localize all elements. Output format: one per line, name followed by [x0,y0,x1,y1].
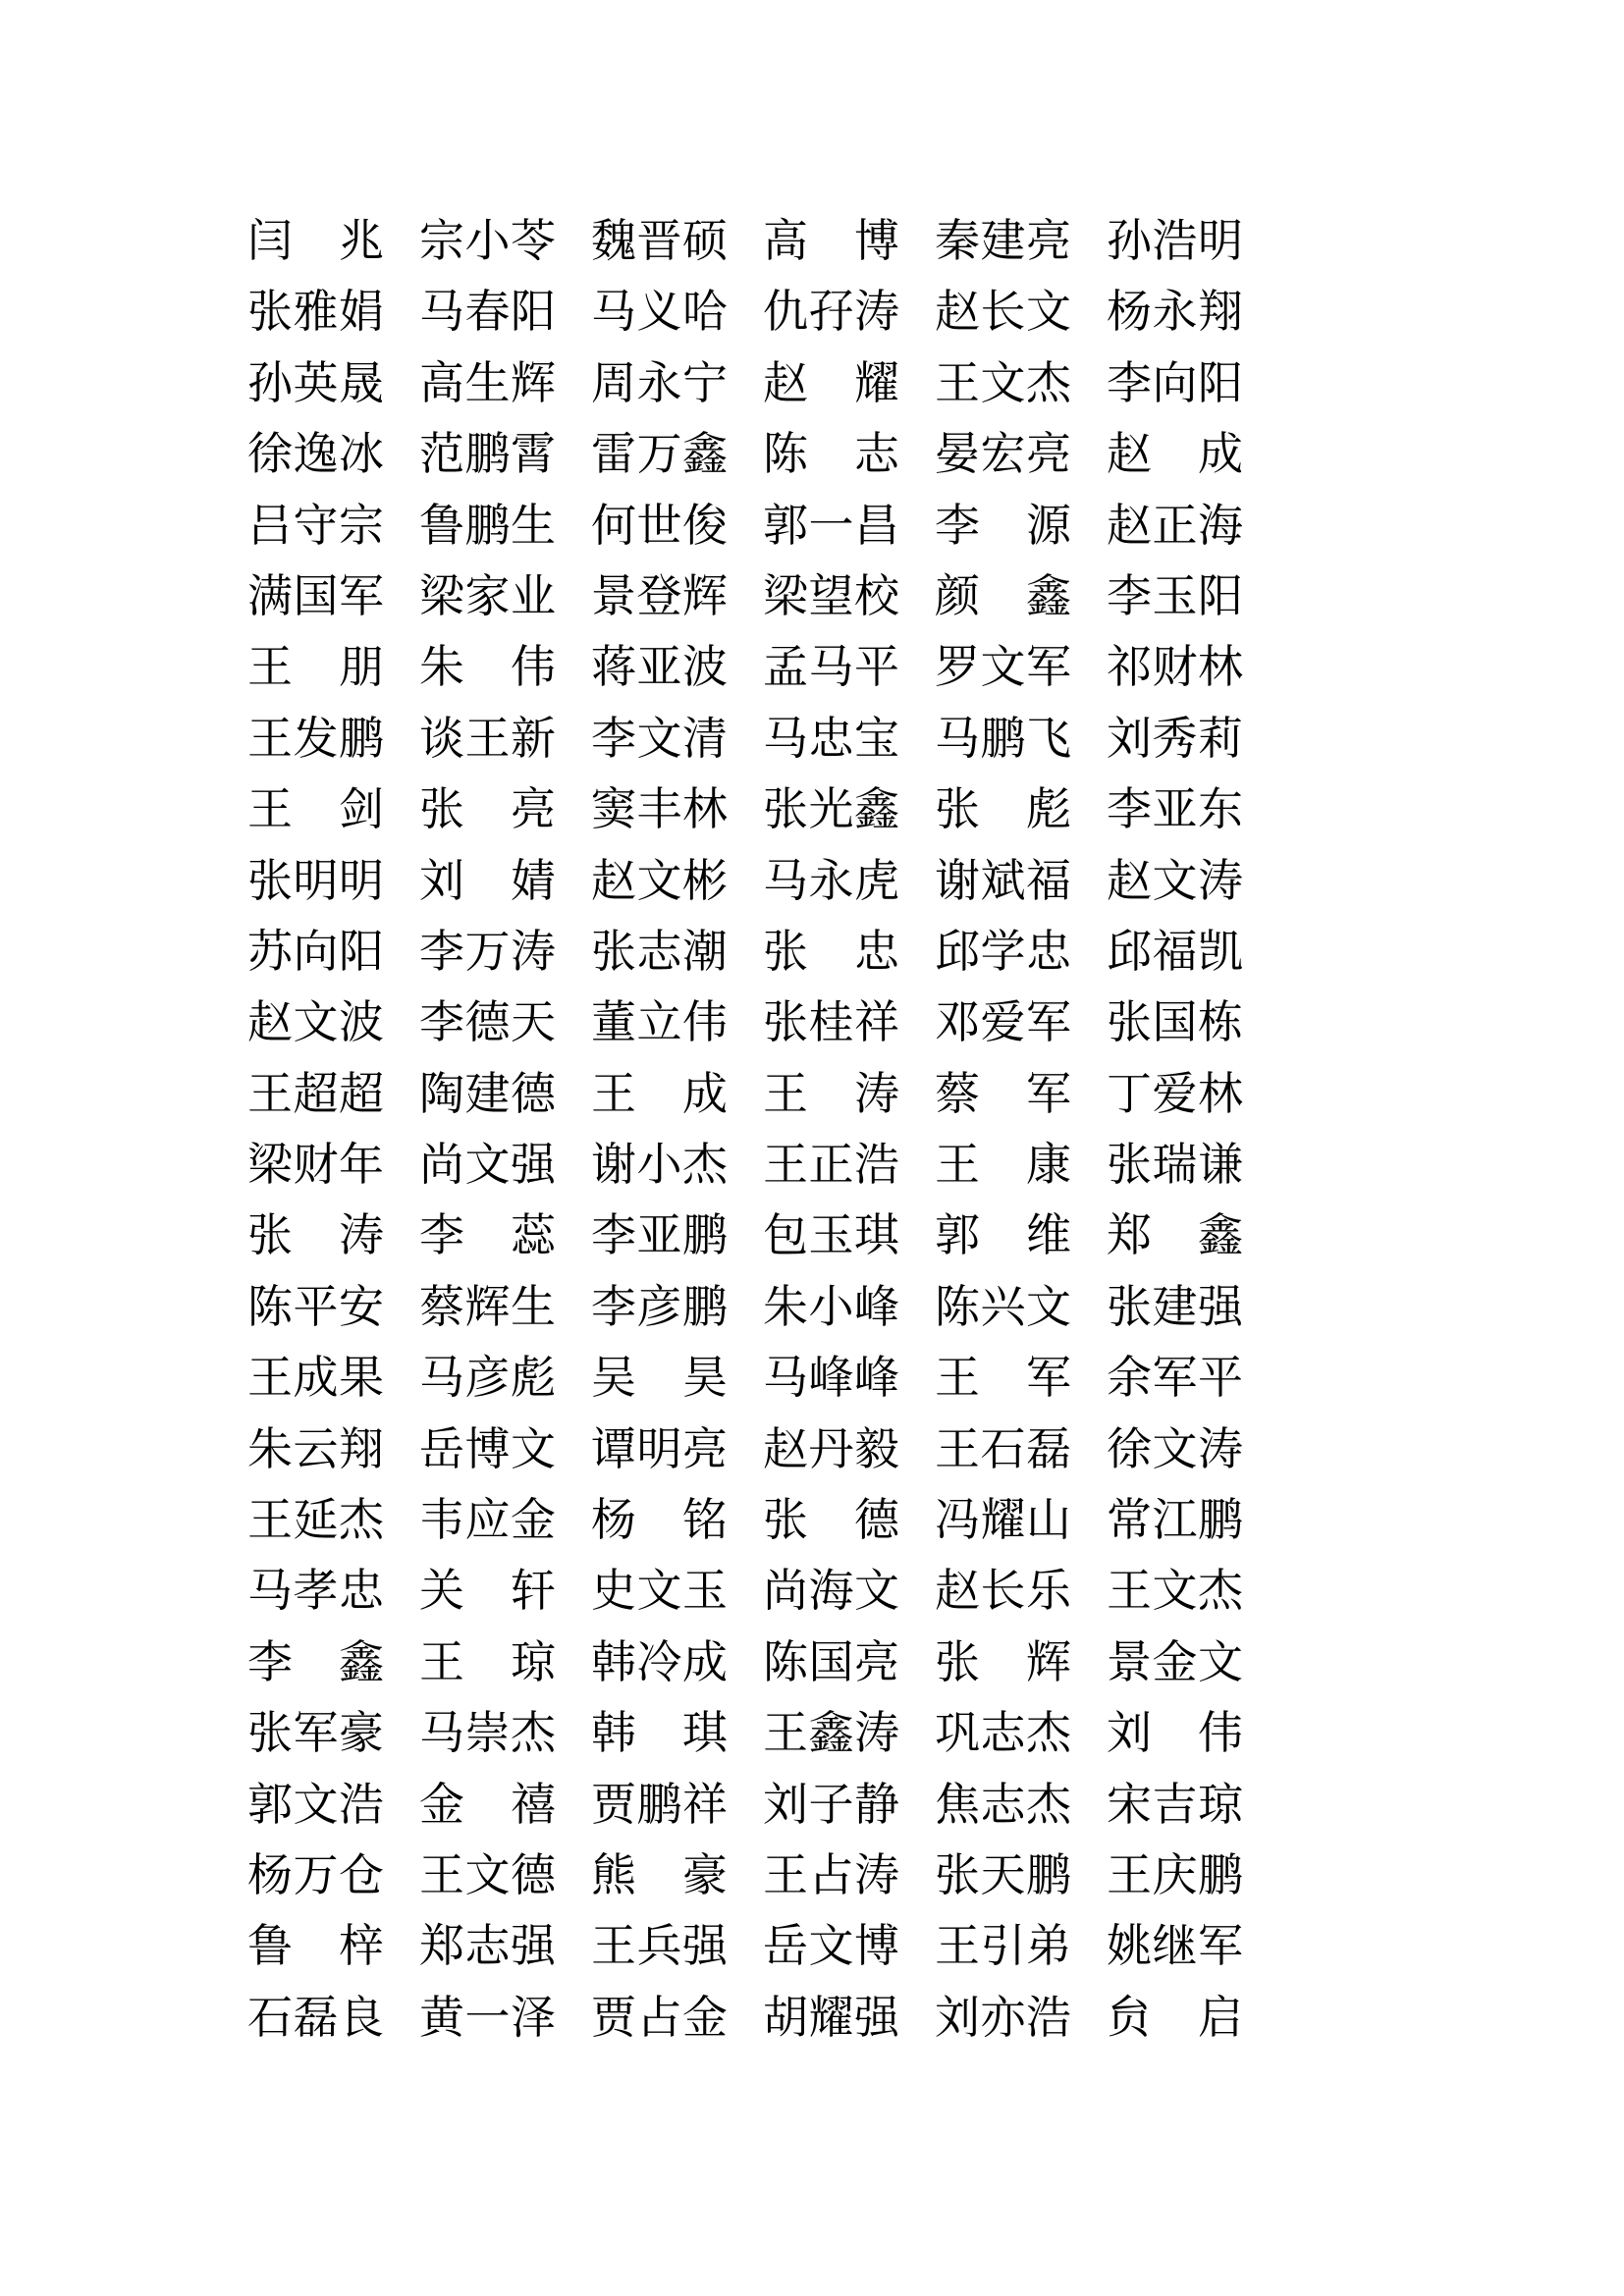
name-cell: 范鹏霄 [419,427,557,481]
name-cell: 王 剑 [247,782,385,836]
name-cell: 贠 启 [1107,1990,1244,2044]
name-row [247,845,1288,916]
name-cell: 张瑞谦 [1107,1138,1244,1192]
name-cell: 王 琼 [419,1634,557,1688]
name-cell: 张国栋 [1107,995,1244,1049]
name-cell: 梁望校 [763,568,900,622]
name-row [247,1129,1288,1200]
name-cell: 巩志杰 [935,1706,1072,1760]
name-cell: 赵文彬 [591,853,729,907]
name-cell: 王占涛 [763,1847,900,1901]
name-row [247,276,1288,347]
name-cell: 魏晋硕 [591,214,729,267]
name-cell: 马彦彪 [419,1351,557,1405]
name-cell: 谈王新 [419,711,557,765]
name-cell: 余军平 [1107,1351,1244,1405]
name-cell: 王庆鹏 [1107,1847,1244,1901]
name-cell: 赵正海 [1107,498,1244,552]
name-cell: 周永宁 [591,355,729,409]
name-cell: 景登辉 [591,568,729,622]
name-row [247,631,1288,702]
name-cell: 王引弟 [935,1919,1072,1973]
name-row [247,1769,1288,1840]
name-cell: 邱福凯 [1107,924,1244,978]
name-cell: 刘 伟 [1107,1706,1244,1760]
name-cell: 史文玉 [591,1564,729,1618]
name-cell: 陈兴文 [935,1279,1072,1333]
name-row [247,205,1288,276]
name-cell: 蒋亚波 [591,640,729,694]
name-cell: 王石磊 [935,1421,1072,1475]
name-cell: 邱学忠 [935,924,1072,978]
name-cell: 马忠宝 [763,711,900,765]
name-cell: 包玉琪 [763,1208,900,1262]
name-cell: 徐逸冰 [247,427,385,481]
name-cell: 董立伟 [591,995,729,1049]
name-cell: 蔡 军 [935,1066,1072,1120]
name-cell: 朱 伟 [419,640,557,694]
name-cell: 王 军 [935,1351,1072,1405]
name-cell: 王鑫涛 [763,1706,900,1760]
name-cell: 陈国亮 [763,1634,900,1688]
name-cell: 马崇杰 [419,1706,557,1760]
name-cell: 尚文强 [419,1138,557,1192]
name-cell: 李德天 [419,995,557,1049]
name-cell: 金 禧 [419,1777,557,1831]
name-cell: 王 朋 [247,640,385,694]
name-cell: 韦应金 [419,1493,557,1547]
name-cell: 罗文军 [935,640,1072,694]
name-cell: 谭明亮 [591,1421,729,1475]
name-cell: 王兵强 [591,1919,729,1973]
name-cell: 晏宏亮 [935,427,1072,481]
name-cell: 张志潮 [591,924,729,978]
name-cell: 常江鹏 [1107,1493,1244,1547]
name-cell: 郭 维 [935,1208,1072,1262]
name-cell: 王 成 [591,1066,729,1120]
name-row [247,561,1288,631]
name-row [247,703,1288,774]
name-cell: 颜 鑫 [935,568,1072,622]
name-row [247,1484,1288,1555]
name-cell: 马峰峰 [763,1351,900,1405]
name-cell: 刘秀莉 [1107,711,1244,765]
name-cell: 王正浩 [763,1138,900,1192]
name-cell: 赵文波 [247,995,385,1049]
name-row [247,1555,1288,1626]
name-cell: 张光鑫 [763,782,900,836]
name-row [247,1697,1288,1768]
name-cell: 景金文 [1107,1634,1244,1688]
name-cell: 关 轩 [419,1564,557,1618]
name-cell: 谢斌福 [935,853,1072,907]
name-cell: 赵长文 [935,285,1072,339]
name-row [247,418,1288,489]
name-row [247,774,1288,844]
name-cell: 刘 婧 [419,853,557,907]
name-cell: 李玉阳 [1107,568,1244,622]
name-cell: 贾占金 [591,1990,729,2044]
name-cell: 祁财林 [1107,640,1244,694]
name-cell: 张雅娟 [247,285,385,339]
name-cell: 王超超 [247,1066,385,1120]
name-cell: 蔡辉生 [419,1279,557,1333]
name-cell: 刘亦浩 [935,1990,1072,2044]
name-cell: 黄一泽 [419,1990,557,2044]
name-cell: 丁爱林 [1107,1066,1244,1120]
name-row [247,1342,1288,1413]
name-cell: 郑 鑫 [1107,1208,1244,1262]
name-cell: 秦建亮 [935,214,1072,267]
name-cell: 高生辉 [419,355,557,409]
name-cell: 王文杰 [1107,1564,1244,1618]
name-cell: 鲁鹏生 [419,498,557,552]
name-cell: 杨 铭 [591,1493,729,1547]
name-cell: 熊 豪 [591,1847,729,1901]
name-cell: 石磊良 [247,1990,385,2044]
name-cell: 宗小苓 [419,214,557,267]
name-cell: 张 德 [763,1493,900,1547]
name-row [247,1840,1288,1910]
name-cell: 尚海文 [763,1564,900,1618]
name-cell: 朱小峰 [763,1279,900,1333]
name-cell: 马春阳 [419,285,557,339]
name-row [247,1271,1288,1342]
name-cell: 郭文浩 [247,1777,385,1831]
name-cell: 赵长乐 [935,1564,1072,1618]
name-cell: 仇孖涛 [763,285,900,339]
name-cell: 李 蕊 [419,1208,557,1262]
name-cell: 郑志强 [419,1919,557,1973]
name-cell: 窦丰林 [591,782,729,836]
name-cell: 李文清 [591,711,729,765]
name-cell: 李万涛 [419,924,557,978]
name-cell: 孟马平 [763,640,900,694]
name-cell: 王成果 [247,1351,385,1405]
name-cell: 张 彪 [935,782,1072,836]
name-row [247,1058,1288,1129]
name-cell: 马孝忠 [247,1564,385,1618]
name-cell: 焦志杰 [935,1777,1072,1831]
name-cell: 郭一昌 [763,498,900,552]
name-cell: 岳博文 [419,1421,557,1475]
name-row [247,1414,1288,1484]
name-row [247,916,1288,987]
name-cell: 张 涛 [247,1208,385,1262]
name-cell: 谢小杰 [591,1138,729,1192]
name-cell: 雷万鑫 [591,427,729,481]
name-cell: 马鹏飞 [935,711,1072,765]
name-cell: 梁家业 [419,568,557,622]
name-cell: 姚继军 [1107,1919,1244,1973]
name-row [247,1910,1288,1981]
name-row [247,1982,1288,2053]
name-cell: 赵 耀 [763,355,900,409]
name-list [247,205,1288,2053]
name-cell: 赵文涛 [1107,853,1244,907]
name-cell: 王延杰 [247,1493,385,1547]
name-cell: 王文德 [419,1847,557,1901]
name-cell: 徐文涛 [1107,1421,1244,1475]
name-cell: 李 源 [935,498,1072,552]
name-cell: 马永虎 [763,853,900,907]
name-cell: 王文杰 [935,355,1072,409]
name-row [247,1627,1288,1697]
name-cell: 张 忠 [763,924,900,978]
name-cell: 李亚鹏 [591,1208,729,1262]
name-cell: 王 康 [935,1138,1072,1192]
name-cell: 吕守宗 [247,498,385,552]
name-cell: 岳文博 [763,1919,900,1973]
name-row [247,1200,1288,1270]
name-cell: 冯耀山 [935,1493,1072,1547]
name-cell: 邓爱军 [935,995,1072,1049]
name-cell: 张 辉 [935,1634,1072,1688]
name-cell: 张 亮 [419,782,557,836]
name-row [247,347,1288,418]
name-cell: 杨万仓 [247,1847,385,1901]
name-cell: 朱云翔 [247,1421,385,1475]
name-cell: 梁财年 [247,1138,385,1192]
name-cell: 闫 兆 [247,214,385,267]
name-cell: 贾鹏祥 [591,1777,729,1831]
name-cell: 韩 琪 [591,1706,729,1760]
name-cell: 吴 昊 [591,1351,729,1405]
name-cell: 王发鹏 [247,711,385,765]
name-row [247,987,1288,1057]
name-cell: 杨永翔 [1107,285,1244,339]
name-cell: 何世俊 [591,498,729,552]
name-cell: 高 博 [763,214,900,267]
name-cell: 陈平安 [247,1279,385,1333]
name-cell: 李彦鹏 [591,1279,729,1333]
name-cell: 孙浩明 [1107,214,1244,267]
name-cell: 王 涛 [763,1066,900,1120]
name-cell: 张桂祥 [763,995,900,1049]
name-cell: 赵 成 [1107,427,1244,481]
name-cell: 宋吉琼 [1107,1777,1244,1831]
name-cell: 鲁 梓 [247,1919,385,1973]
name-cell: 胡耀强 [763,1990,900,2044]
name-cell: 李向阳 [1107,355,1244,409]
name-cell: 张明明 [247,853,385,907]
name-cell: 李亚东 [1107,782,1244,836]
name-row [247,490,1288,561]
name-cell: 韩冷成 [591,1634,729,1688]
name-cell: 李 鑫 [247,1634,385,1688]
name-cell: 苏向阳 [247,924,385,978]
name-cell: 满国军 [247,568,385,622]
name-cell: 陈 志 [763,427,900,481]
name-cell: 马义哈 [591,285,729,339]
name-cell: 陶建德 [419,1066,557,1120]
name-cell: 张建强 [1107,1279,1244,1333]
name-cell: 赵丹毅 [763,1421,900,1475]
name-cell: 刘子静 [763,1777,900,1831]
name-cell: 张军豪 [247,1706,385,1760]
name-cell: 张天鹏 [935,1847,1072,1901]
name-cell: 孙英晟 [247,355,385,409]
